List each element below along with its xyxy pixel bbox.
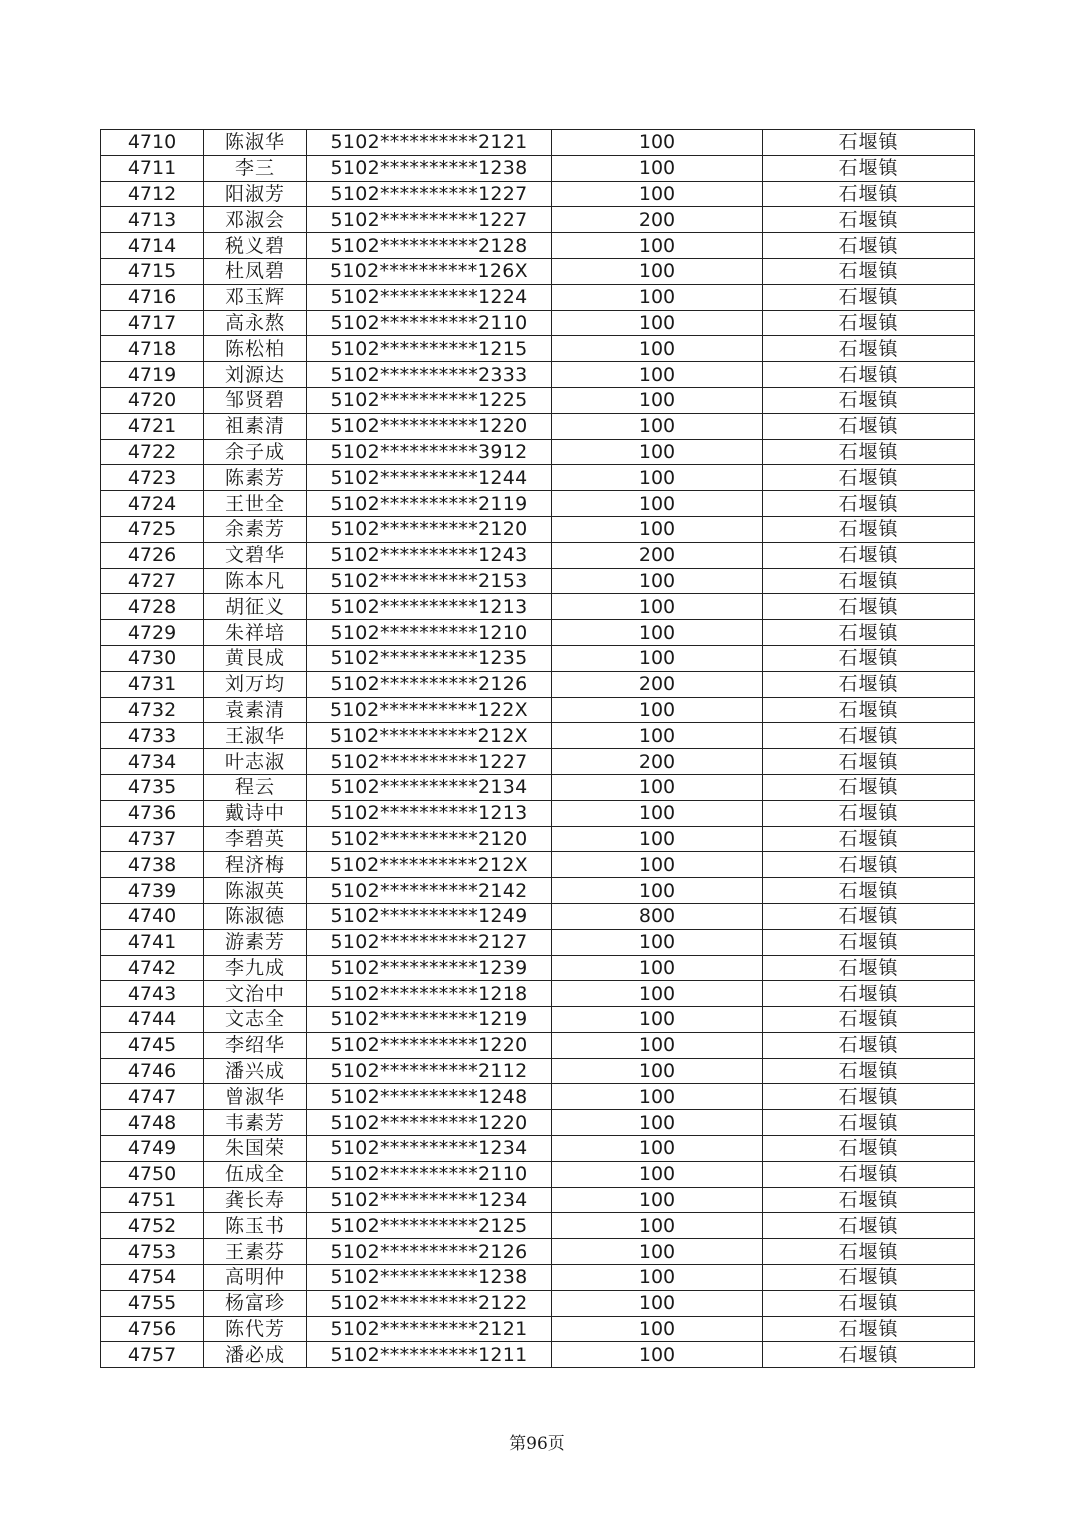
table-row: [101, 671, 975, 697]
serial-number-cell: 4726: [101, 542, 204, 568]
id-number-cell: 5102**********212X: [307, 723, 552, 749]
town-cell: 石堰镇: [763, 310, 975, 336]
serial-number-cell: 4735: [101, 774, 204, 800]
id-number-cell: 5102**********1220: [307, 1032, 552, 1058]
id-number-cell: 5102**********2120: [307, 516, 552, 542]
id-number-cell: 5102**********2121: [307, 130, 552, 156]
amount-cell: 100: [552, 878, 763, 904]
id-number-cell: 5102**********1249: [307, 903, 552, 929]
id-number-cell: 5102**********2128: [307, 233, 552, 259]
amount-cell: 100: [552, 491, 763, 517]
table-row: [101, 439, 975, 465]
serial-number-cell: 4745: [101, 1032, 204, 1058]
id-number-cell: 5102**********2121: [307, 1316, 552, 1342]
id-number-cell: 5102**********1211: [307, 1342, 552, 1368]
table-row: [101, 1290, 975, 1316]
id-number-cell: 5102**********2134: [307, 774, 552, 800]
id-number-cell: 5102**********1227: [307, 749, 552, 775]
town-cell: 石堰镇: [763, 439, 975, 465]
id-number-cell: 5102**********1227: [307, 207, 552, 233]
amount-cell: 100: [552, 1136, 763, 1162]
id-number-cell: 5102**********1248: [307, 1084, 552, 1110]
table-row: [101, 1316, 975, 1342]
amount-cell: 100: [552, 1316, 763, 1342]
amount-cell: 100: [552, 1342, 763, 1368]
id-number-cell: 5102**********1234: [307, 1187, 552, 1213]
town-cell: 石堰镇: [763, 465, 975, 491]
id-number-cell: 5102**********1224: [307, 284, 552, 310]
name-cell: 袁素清: [204, 697, 307, 723]
id-number-cell: 5102**********126X: [307, 258, 552, 284]
amount-cell: 100: [552, 1290, 763, 1316]
serial-number-cell: 4712: [101, 181, 204, 207]
town-cell: 石堰镇: [763, 852, 975, 878]
table-row: [101, 155, 975, 181]
amount-cell: 100: [552, 620, 763, 646]
table-row: [101, 1084, 975, 1110]
id-number-cell: 5102**********1225: [307, 387, 552, 413]
id-number-cell: 5102**********1238: [307, 1265, 552, 1291]
table-row: [101, 981, 975, 1007]
table-row: [101, 362, 975, 388]
amount-cell: 100: [552, 413, 763, 439]
serial-number-cell: 4724: [101, 491, 204, 517]
amount-cell: 200: [552, 542, 763, 568]
roster-table-body: [101, 130, 975, 1368]
serial-number-cell: 4740: [101, 903, 204, 929]
town-cell: 石堰镇: [763, 749, 975, 775]
name-cell: 文志全: [204, 1007, 307, 1033]
town-cell: 石堰镇: [763, 516, 975, 542]
amount-cell: 100: [552, 826, 763, 852]
town-cell: 石堰镇: [763, 800, 975, 826]
serial-number-cell: 4742: [101, 955, 204, 981]
id-number-cell: 5102**********1213: [307, 594, 552, 620]
amount-cell: 100: [552, 1110, 763, 1136]
amount-cell: 100: [552, 130, 763, 156]
town-cell: 石堰镇: [763, 671, 975, 697]
town-cell: 石堰镇: [763, 723, 975, 749]
serial-number-cell: 4754: [101, 1265, 204, 1291]
id-number-cell: 5102**********2127: [307, 929, 552, 955]
town-cell: 石堰镇: [763, 130, 975, 156]
id-number-cell: 5102**********2112: [307, 1058, 552, 1084]
name-cell: 李三: [204, 155, 307, 181]
town-cell: 石堰镇: [763, 1290, 975, 1316]
id-number-cell: 5102**********1235: [307, 645, 552, 671]
table-row: [101, 568, 975, 594]
amount-cell: 100: [552, 387, 763, 413]
town-cell: 石堰镇: [763, 491, 975, 517]
serial-number-cell: 4736: [101, 800, 204, 826]
name-cell: 陈淑华: [204, 130, 307, 156]
serial-number-cell: 4730: [101, 645, 204, 671]
amount-cell: 100: [552, 645, 763, 671]
serial-number-cell: 4729: [101, 620, 204, 646]
name-cell: 李碧英: [204, 826, 307, 852]
name-cell: 韦素芳: [204, 1110, 307, 1136]
table-row: [101, 233, 975, 259]
table-row: [101, 336, 975, 362]
serial-number-cell: 4734: [101, 749, 204, 775]
table-row: [101, 645, 975, 671]
table-row: [101, 465, 975, 491]
name-cell: 文碧华: [204, 542, 307, 568]
name-cell: 曾淑华: [204, 1084, 307, 1110]
table-row: [101, 749, 975, 775]
serial-number-cell: 4713: [101, 207, 204, 233]
amount-cell: 200: [552, 207, 763, 233]
id-number-cell: 5102**********1213: [307, 800, 552, 826]
name-cell: 李九成: [204, 955, 307, 981]
serial-number-cell: 4717: [101, 310, 204, 336]
amount-cell: 100: [552, 233, 763, 259]
id-number-cell: 5102**********1220: [307, 1110, 552, 1136]
serial-number-cell: 4716: [101, 284, 204, 310]
serial-number-cell: 4731: [101, 671, 204, 697]
town-cell: 石堰镇: [763, 207, 975, 233]
serial-number-cell: 4743: [101, 981, 204, 1007]
town-cell: 石堰镇: [763, 1316, 975, 1342]
roster-table: [100, 129, 975, 1368]
name-cell: 王素芬: [204, 1239, 307, 1265]
serial-number-cell: 4746: [101, 1058, 204, 1084]
table-row: [101, 903, 975, 929]
town-cell: 石堰镇: [763, 258, 975, 284]
name-cell: 文治中: [204, 981, 307, 1007]
table-row: [101, 1136, 975, 1162]
id-number-cell: 5102**********1244: [307, 465, 552, 491]
table-row: [101, 413, 975, 439]
table-row: [101, 387, 975, 413]
amount-cell: 100: [552, 439, 763, 465]
serial-number-cell: 4710: [101, 130, 204, 156]
name-cell: 陈玉书: [204, 1213, 307, 1239]
serial-number-cell: 4718: [101, 336, 204, 362]
name-cell: 戴诗中: [204, 800, 307, 826]
amount-cell: 100: [552, 284, 763, 310]
name-cell: 陈代芳: [204, 1316, 307, 1342]
town-cell: 石堰镇: [763, 1213, 975, 1239]
id-number-cell: 5102**********2120: [307, 826, 552, 852]
serial-number-cell: 4755: [101, 1290, 204, 1316]
name-cell: 杜凤碧: [204, 258, 307, 284]
serial-number-cell: 4733: [101, 723, 204, 749]
table-row: [101, 955, 975, 981]
serial-number-cell: 4723: [101, 465, 204, 491]
serial-number-cell: 4744: [101, 1007, 204, 1033]
amount-cell: 100: [552, 800, 763, 826]
town-cell: 石堰镇: [763, 1084, 975, 1110]
id-number-cell: 5102**********3912: [307, 439, 552, 465]
serial-number-cell: 4756: [101, 1316, 204, 1342]
amount-cell: 100: [552, 465, 763, 491]
serial-number-cell: 4747: [101, 1084, 204, 1110]
amount-cell: 100: [552, 981, 763, 1007]
table-row: [101, 1058, 975, 1084]
name-cell: 杨富珍: [204, 1290, 307, 1316]
table-row: [101, 310, 975, 336]
town-cell: 石堰镇: [763, 1342, 975, 1368]
serial-number-cell: 4749: [101, 1136, 204, 1162]
serial-number-cell: 4715: [101, 258, 204, 284]
amount-cell: 100: [552, 1032, 763, 1058]
amount-cell: 200: [552, 749, 763, 775]
town-cell: 石堰镇: [763, 981, 975, 1007]
name-cell: 李绍华: [204, 1032, 307, 1058]
name-cell: 陈淑德: [204, 903, 307, 929]
name-cell: 伍成全: [204, 1161, 307, 1187]
id-number-cell: 5102**********1220: [307, 413, 552, 439]
name-cell: 邓玉辉: [204, 284, 307, 310]
serial-number-cell: 4737: [101, 826, 204, 852]
amount-cell: 100: [552, 336, 763, 362]
table-row: [101, 594, 975, 620]
id-number-cell: 5102**********2142: [307, 878, 552, 904]
name-cell: 陈素芳: [204, 465, 307, 491]
name-cell: 叶志淑: [204, 749, 307, 775]
serial-number-cell: 4722: [101, 439, 204, 465]
name-cell: 邹贤碧: [204, 387, 307, 413]
id-number-cell: 5102**********1234: [307, 1136, 552, 1162]
id-number-cell: 5102**********2119: [307, 491, 552, 517]
town-cell: 石堰镇: [763, 594, 975, 620]
town-cell: 石堰镇: [763, 697, 975, 723]
name-cell: 阳淑芳: [204, 181, 307, 207]
serial-number-cell: 4720: [101, 387, 204, 413]
table-row: [101, 723, 975, 749]
id-number-cell: 5102**********1218: [307, 981, 552, 1007]
id-number-cell: 5102**********122X: [307, 697, 552, 723]
name-cell: 余素芳: [204, 516, 307, 542]
table-row: [101, 181, 975, 207]
table-row: [101, 130, 975, 156]
town-cell: 石堰镇: [763, 1239, 975, 1265]
town-cell: 石堰镇: [763, 1110, 975, 1136]
id-number-cell: 5102**********2333: [307, 362, 552, 388]
serial-number-cell: 4751: [101, 1187, 204, 1213]
amount-cell: 100: [552, 362, 763, 388]
name-cell: 游素芳: [204, 929, 307, 955]
table-row: [101, 1239, 975, 1265]
name-cell: 祖素清: [204, 413, 307, 439]
name-cell: 陈松柏: [204, 336, 307, 362]
serial-number-cell: 4711: [101, 155, 204, 181]
amount-cell: 100: [552, 181, 763, 207]
serial-number-cell: 4753: [101, 1239, 204, 1265]
serial-number-cell: 4741: [101, 929, 204, 955]
id-number-cell: 5102**********2110: [307, 310, 552, 336]
id-number-cell: 5102**********1210: [307, 620, 552, 646]
table-row: [101, 1161, 975, 1187]
name-cell: 黄艮成: [204, 645, 307, 671]
serial-number-cell: 4719: [101, 362, 204, 388]
name-cell: 潘兴成: [204, 1058, 307, 1084]
name-cell: 陈本凡: [204, 568, 307, 594]
amount-cell: 100: [552, 1058, 763, 1084]
id-number-cell: 5102**********1238: [307, 155, 552, 181]
table-row: [101, 1265, 975, 1291]
amount-cell: 100: [552, 155, 763, 181]
table-row: [101, 258, 975, 284]
serial-number-cell: 4728: [101, 594, 204, 620]
amount-cell: 800: [552, 903, 763, 929]
amount-cell: 200: [552, 671, 763, 697]
serial-number-cell: 4714: [101, 233, 204, 259]
table-row: [101, 620, 975, 646]
name-cell: 王淑华: [204, 723, 307, 749]
name-cell: 高明仲: [204, 1265, 307, 1291]
amount-cell: 100: [552, 568, 763, 594]
table-row: [101, 929, 975, 955]
name-cell: 龚长寿: [204, 1187, 307, 1213]
id-number-cell: 5102**********2126: [307, 671, 552, 697]
town-cell: 石堰镇: [763, 929, 975, 955]
table-row: [101, 826, 975, 852]
name-cell: 朱国荣: [204, 1136, 307, 1162]
town-cell: 石堰镇: [763, 1187, 975, 1213]
id-number-cell: 5102**********2122: [307, 1290, 552, 1316]
name-cell: 高永熬: [204, 310, 307, 336]
name-cell: 刘万均: [204, 671, 307, 697]
id-number-cell: 5102**********1215: [307, 336, 552, 362]
name-cell: 刘源达: [204, 362, 307, 388]
serial-number-cell: 4757: [101, 1342, 204, 1368]
id-number-cell: 5102**********2153: [307, 568, 552, 594]
serial-number-cell: 4752: [101, 1213, 204, 1239]
amount-cell: 100: [552, 594, 763, 620]
name-cell: 余子成: [204, 439, 307, 465]
amount-cell: 100: [552, 955, 763, 981]
town-cell: 石堰镇: [763, 181, 975, 207]
table-row: [101, 774, 975, 800]
serial-number-cell: 4748: [101, 1110, 204, 1136]
town-cell: 石堰镇: [763, 826, 975, 852]
id-number-cell: 5102**********2110: [307, 1161, 552, 1187]
table-row: [101, 516, 975, 542]
amount-cell: 100: [552, 1239, 763, 1265]
name-cell: 税义碧: [204, 233, 307, 259]
serial-number-cell: 4739: [101, 878, 204, 904]
id-number-cell: 5102**********212X: [307, 852, 552, 878]
id-number-cell: 5102**********1227: [307, 181, 552, 207]
serial-number-cell: 4732: [101, 697, 204, 723]
name-cell: 王世全: [204, 491, 307, 517]
name-cell: 陈淑英: [204, 878, 307, 904]
town-cell: 石堰镇: [763, 387, 975, 413]
town-cell: 石堰镇: [763, 336, 975, 362]
town-cell: 石堰镇: [763, 1265, 975, 1291]
town-cell: 石堰镇: [763, 362, 975, 388]
id-number-cell: 5102**********1239: [307, 955, 552, 981]
amount-cell: 100: [552, 1213, 763, 1239]
town-cell: 石堰镇: [763, 645, 975, 671]
table-row: [101, 542, 975, 568]
town-cell: 石堰镇: [763, 568, 975, 594]
town-cell: 石堰镇: [763, 155, 975, 181]
table-row: [101, 800, 975, 826]
table-row: [101, 1007, 975, 1033]
id-number-cell: 5102**********2125: [307, 1213, 552, 1239]
serial-number-cell: 4750: [101, 1161, 204, 1187]
town-cell: 石堰镇: [763, 284, 975, 310]
name-cell: 胡征义: [204, 594, 307, 620]
town-cell: 石堰镇: [763, 620, 975, 646]
town-cell: 石堰镇: [763, 774, 975, 800]
name-cell: 潘必成: [204, 1342, 307, 1368]
table-row: [101, 1032, 975, 1058]
table-row: [101, 491, 975, 517]
table-row: [101, 1187, 975, 1213]
id-number-cell: 5102**********1243: [307, 542, 552, 568]
amount-cell: 100: [552, 852, 763, 878]
table-row: [101, 207, 975, 233]
amount-cell: 100: [552, 258, 763, 284]
id-number-cell: 5102**********1219: [307, 1007, 552, 1033]
serial-number-cell: 4727: [101, 568, 204, 594]
town-cell: 石堰镇: [763, 903, 975, 929]
id-number-cell: 5102**********2126: [307, 1239, 552, 1265]
table-row: [101, 878, 975, 904]
town-cell: 石堰镇: [763, 1007, 975, 1033]
town-cell: 石堰镇: [763, 233, 975, 259]
town-cell: 石堰镇: [763, 878, 975, 904]
name-cell: 程云: [204, 774, 307, 800]
amount-cell: 100: [552, 516, 763, 542]
amount-cell: 100: [552, 774, 763, 800]
serial-number-cell: 4725: [101, 516, 204, 542]
amount-cell: 100: [552, 723, 763, 749]
amount-cell: 100: [552, 929, 763, 955]
town-cell: 石堰镇: [763, 1058, 975, 1084]
name-cell: 程济梅: [204, 852, 307, 878]
name-cell: 邓淑会: [204, 207, 307, 233]
town-cell: 石堰镇: [763, 955, 975, 981]
table-row: [101, 1213, 975, 1239]
amount-cell: 100: [552, 1161, 763, 1187]
amount-cell: 100: [552, 1265, 763, 1291]
town-cell: 石堰镇: [763, 1136, 975, 1162]
town-cell: 石堰镇: [763, 1032, 975, 1058]
table-row: [101, 1342, 975, 1368]
amount-cell: 100: [552, 310, 763, 336]
amount-cell: 100: [552, 1084, 763, 1110]
serial-number-cell: 4721: [101, 413, 204, 439]
amount-cell: 100: [552, 1187, 763, 1213]
page-number: 第96页: [509, 1434, 565, 1454]
town-cell: 石堰镇: [763, 542, 975, 568]
amount-cell: 100: [552, 1007, 763, 1033]
amount-cell: 100: [552, 697, 763, 723]
table-row: [101, 697, 975, 723]
name-cell: 朱祥培: [204, 620, 307, 646]
table-row: [101, 284, 975, 310]
table-row: [101, 1110, 975, 1136]
serial-number-cell: 4738: [101, 852, 204, 878]
table-row: [101, 852, 975, 878]
town-cell: 石堰镇: [763, 1161, 975, 1187]
town-cell: 石堰镇: [763, 413, 975, 439]
